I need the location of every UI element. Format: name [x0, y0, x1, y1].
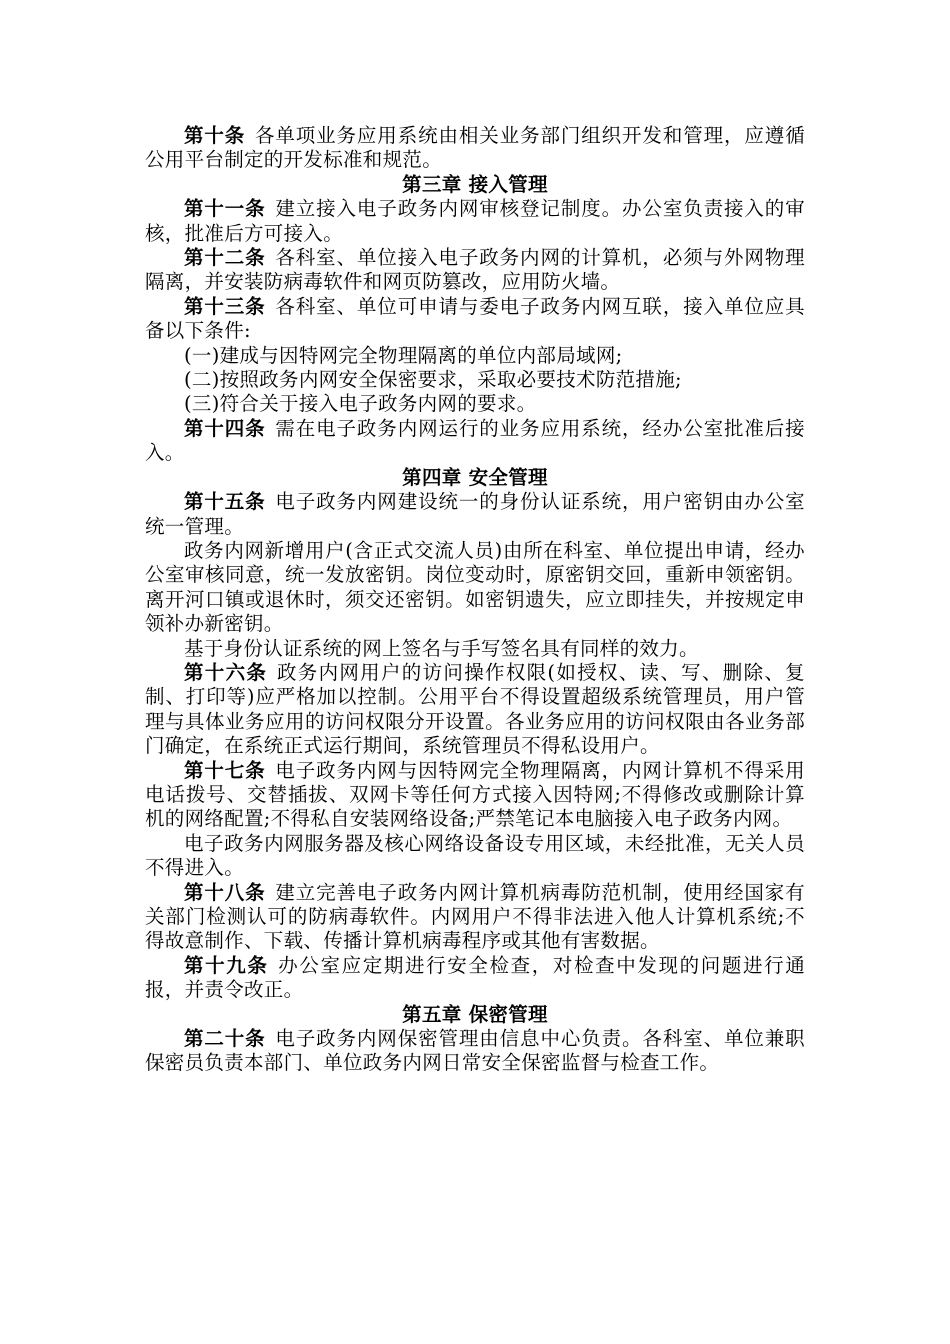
chapter-heading-5: 第五章 保密管理	[402, 1002, 548, 1026]
article-10	[145, 124, 805, 173]
article-text: 政务内网用户的访问操作权限(如授权、读、写、删除、复制、打印等)应严格加以控制。公用平台不得设置超级系统管理员，用户管理与具体业务应用的访问权限分开设置。各业务应用的访问权限由各业务部门确定，在系统正式运行期间，系统管理员不得私设用户。	[145, 660, 805, 758]
article-20	[145, 1027, 805, 1076]
article-text: 电子政务内网与因特网完全物理隔离，内网计算机不得采用电话拨号、交替插拔、双网卡等任何方式接入因特网;不得修改或删除计算机的网络配置;不得私自安装网络设备;严禁笔记本电脑接入电子政务内网。	[145, 758, 805, 831]
article-text: 电子政务内网保密管理由信息中心负责。各科室、单位兼职保密员负责本部门、单位政务内网日常安全保密监督与检查工作。	[145, 1027, 805, 1075]
article-text: 办公室应定期进行安全检查，对检查中发现的问题进行通报，并责令改正。	[145, 953, 805, 1002]
article-12	[145, 246, 805, 295]
condition-item-1: (一)建成与因特网完全物理隔离的单位内部局域网;	[184, 343, 623, 367]
article-label: 第十二条	[184, 246, 266, 270]
article-label: 第十条	[184, 124, 246, 147]
article-label: 第十四条	[184, 416, 266, 440]
article-14	[145, 417, 805, 466]
paragraph: 基于身份认证系统的网上签名与手写签名具有同样的效力。	[184, 636, 699, 660]
article-18	[145, 881, 805, 954]
article-text: 需在电子政务内网运行的业务应用系统，经办公室批准后接入。	[145, 416, 805, 465]
article-text: 各科室、单位可申请与委电子政务内网互联，接入单位应具备以下条件:	[145, 294, 805, 343]
chapter-heading-3: 第三章 接入管理	[402, 172, 548, 196]
chapter-heading-4: 第四章 安全管理	[402, 465, 548, 489]
paragraph: 政务内网新增用户(含正式交流人员)由所在科室、单位提出申请，经办公室审核同意，统一发放密钥。岗位变动时，原密钥交回，重新申领密钥。离开河口镇或退休时，须交还密钥。如密钥遗失，应立即挂失，并按规定申领补办新密钥。	[145, 538, 805, 636]
article-19	[145, 954, 805, 1003]
article-15	[145, 490, 805, 539]
article-text: 各单项业务应用系统由相关业务部门组织开发和管理，应遵循公用平台制定的开发标准和规范。	[145, 124, 805, 172]
article-text: 建立完善电子政务内网计算机病毒防范机制，使用经国家有关部门检测认可的防病毒软件。内网用户不得非法进入他人计算机系统;不得故意制作、下载、传播计算机病毒程序或其他有害数据。	[145, 880, 805, 953]
article-label: 第十八条	[184, 880, 266, 904]
article-label: 第十五条	[184, 490, 266, 514]
article-text: 各科室、单位接入电子政务内网的计算机，必须与外网物理隔离，并安装防病毒软件和网页防篡改，应用防火墙。	[145, 246, 805, 294]
article-label: 第二十条	[184, 1027, 266, 1051]
paragraph: 电子政务内网服务器及核心网络设备设专用区域，未经批准，无关人员不得进入。	[145, 831, 805, 880]
article-label: 第十三条	[184, 294, 266, 318]
article-17	[145, 759, 805, 832]
article-text: 电子政务内网建设统一的身份认证系统，用户密钥由办公室统一管理。	[145, 490, 805, 538]
article-16	[145, 661, 805, 759]
condition-item-2: (二)按照政务内网安全保密要求，采取必要技术防范措施;	[184, 368, 682, 392]
article-11	[145, 197, 805, 246]
article-13	[145, 295, 805, 344]
article-label: 第十九条	[184, 953, 269, 977]
article-label: 第十六条	[184, 660, 268, 684]
article-label: 第十七条	[184, 758, 266, 782]
article-text: 建立接入电子政务内网审核登记制度。办公室负责接入的审核，批准后方可接入。	[145, 197, 805, 245]
article-label: 第十一条	[184, 197, 266, 221]
condition-item-3: (三)符合关于接入电子政务内网的要求。	[184, 392, 537, 416]
